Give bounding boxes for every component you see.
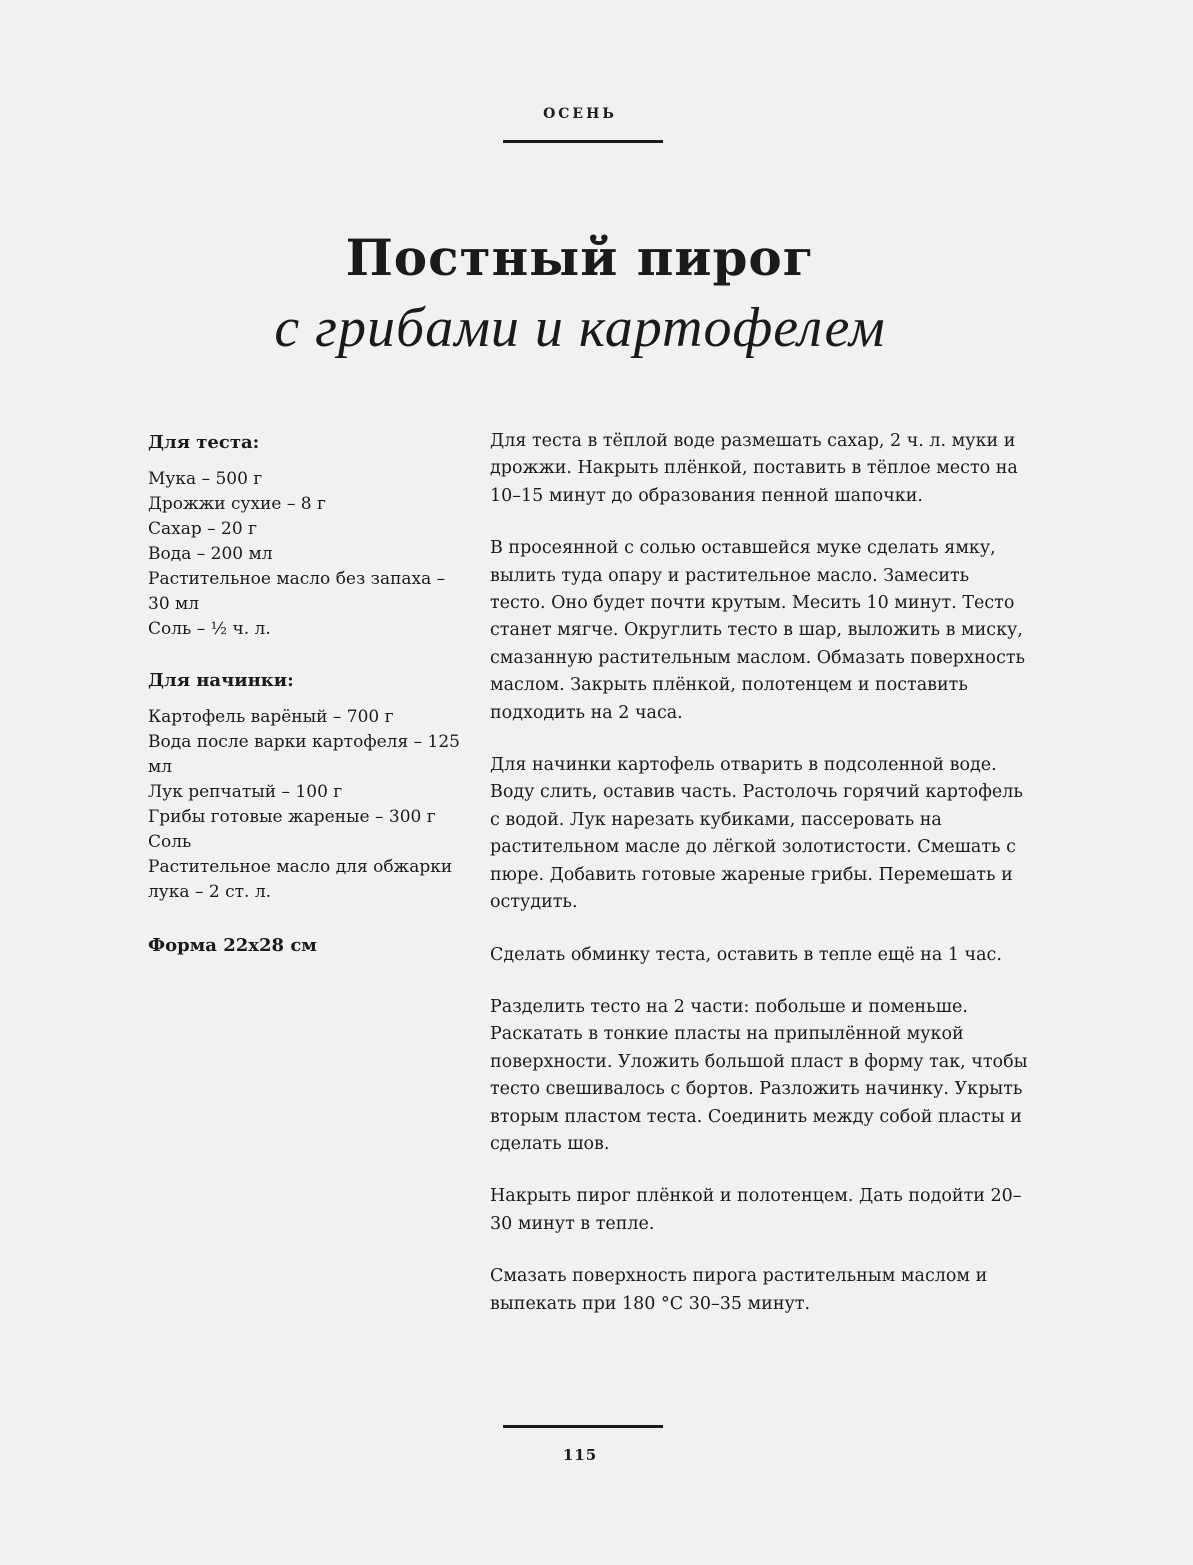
ingredient-item: Вода после варки картофеля – 125 мл (148, 732, 460, 777)
ingredient-item: Картофель варёный – 700 г (148, 707, 394, 727)
baking-form-size: Форма 22x28 см (148, 935, 317, 956)
ingredient-item: Дрожжи сухие – 8 г (148, 494, 326, 514)
instruction-step: В просеянной с солью оставшейся муке сделать ямку, вылить туда опару и растительное масло. Замесить тесто. Оно будет почти крутым. Месить 10 минут. Тесто станет мягче. Округлить тесто в шар, выложить в миску, смазанную растительным маслом. Обмазать поверхность маслом. Закрыть плёнкой, полотенцем и поставить подходить на 2 часа. (490, 538, 1026, 723)
instructions-column (490, 428, 1030, 1343)
instruction-step: Сделать обминку теста, оставить в тепле ещё на 1 час. (490, 944, 1002, 965)
ingredient-item: Растительное масло без запаха – 30 мл (148, 569, 446, 614)
instruction-step: Накрыть пирог плёнкой и полотенцем. Дать подойти 20–30 минут в тепле. (490, 1186, 1022, 1234)
dough-heading: Для теста: (148, 432, 260, 453)
ingredient-item: Соль – ½ ч. л. (148, 619, 271, 639)
header-divider (503, 140, 663, 143)
page-number: 115 (562, 1446, 598, 1464)
recipe-subtitle: с грибами и картофелем (274, 297, 886, 359)
ingredient-item: Вода – 200 мл (148, 544, 273, 564)
instruction-step: Смазать поверхность пирога растительным маслом и выпекать при 180 °C 30–35 минут. (490, 1266, 988, 1314)
ingredient-item: Растительное масло для обжарки лука – 2 ст. л. (148, 857, 453, 902)
filling-heading: Для начинки: (148, 670, 294, 691)
ingredient-item: Грибы готовые жареные – 300 г (148, 807, 436, 827)
ingredient-item: Сахар – 20 г (148, 519, 257, 539)
recipe-title: Постный пирог (345, 228, 815, 287)
ingredient-item: Соль (148, 832, 192, 852)
ingredient-item: Лук репчатый – 100 г (148, 782, 343, 802)
dough-ingredient-list (148, 467, 468, 642)
ingredient-item: Мука – 500 г (148, 469, 263, 489)
ingredients-column (148, 430, 468, 958)
instruction-step: Разделить тесто на 2 части: побольше и поменьше. Раскатать в тонкие пласты на припылённой мукой поверхности. Уложить большой пласт в форму так, чтобы тесто свешивалось с бортов. Разложить начинку. Укрыть вторым пластом теста. Соединить между собой пласты и сделать шов. (490, 996, 1028, 1154)
filling-ingredient-list (148, 705, 468, 905)
section-label: ОСЕНЬ (543, 106, 617, 122)
footer-divider (503, 1425, 663, 1428)
instruction-step: Для начинки картофель отварить в подсоленной воде. Воду слить, оставив часть. Растолочь горячий картофель с водой. Лук нарезать кубиками, пассеровать на растительном масле до лёгкой золотистости. Смешать с пюре. Добавить готовые жареные грибы. Перемешать и остудить. (490, 755, 1023, 913)
instruction-step: Для теста в тёплой воде размешать сахар, 2 ч. л. муки и дрожжи. Накрыть плёнкой, поставить в тёплое место на 10–15 минут до образования пенной шапочки. (490, 431, 1018, 506)
